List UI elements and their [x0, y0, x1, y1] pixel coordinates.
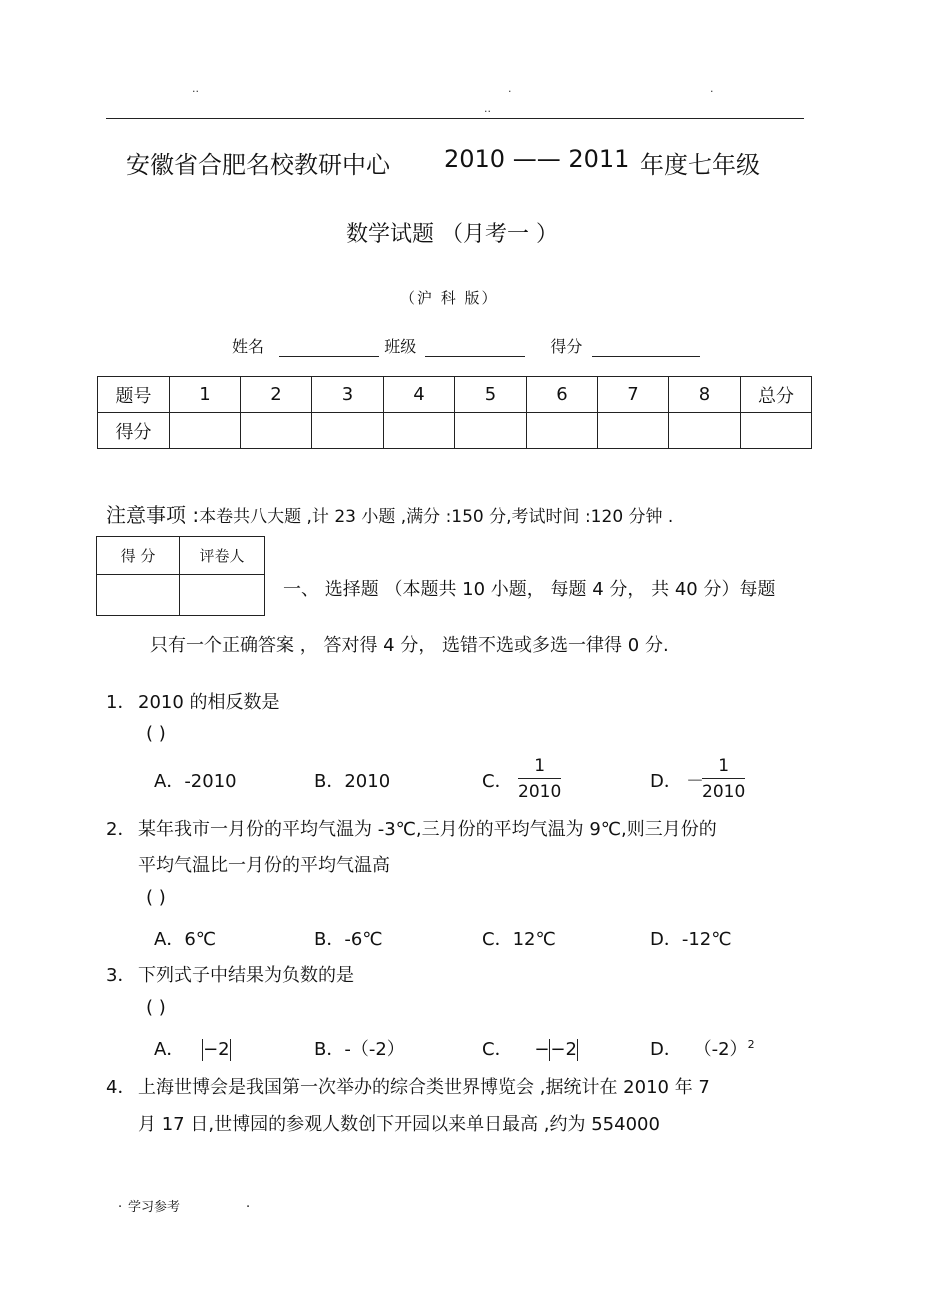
notice-text: 本卷共八大题 ,计 23 小题 ,满分 :150 分,考试时间 :120 分钟 . — [199, 507, 674, 527]
grader-name-label: 评卷人 — [180, 537, 265, 575]
q1-number: 1． — [106, 692, 136, 713]
q3-option-d-exponent: 2 — [747, 1038, 755, 1051]
score-table-header: 3 — [312, 377, 384, 413]
q3-option-d-expr: （-2） — [693, 1039, 748, 1060]
q3-option-b: B．-（-2） — [314, 1039, 405, 1060]
fraction-denominator: 2010 — [518, 782, 562, 802]
q2-answer-paren: ( ) — [146, 887, 166, 908]
header-mark: .. — [192, 82, 199, 95]
q2-option-a: A．6℃ — [154, 929, 216, 950]
student-info-line — [232, 334, 700, 357]
q3-option-d — [650, 1035, 755, 1061]
score-cell[interactable] — [312, 413, 384, 449]
q3-answer-paren: ( ) — [146, 997, 166, 1018]
score-table-header: 8 — [669, 377, 741, 413]
score-label: 得分 — [550, 337, 583, 356]
score-cell[interactable] — [384, 413, 455, 449]
q3-text: 下列式子中结果为负数的是 — [138, 965, 354, 986]
q2-text-line2: 平均气温比一月份的平均气温高 — [138, 855, 390, 876]
grader-score-label: 得 分 — [97, 537, 180, 575]
fraction-denominator: 2010 — [702, 782, 746, 802]
header-rule — [106, 118, 804, 119]
q2-option-b: B．-6℃ — [314, 929, 383, 950]
q4-number: 4． — [106, 1077, 136, 1098]
header-mark: . — [508, 82, 512, 95]
header-mark: .. — [484, 102, 491, 115]
score-row-label: 得分 — [98, 413, 170, 449]
grader-score-cell[interactable] — [97, 575, 180, 616]
q3-option-c-expr: −2 — [550, 1039, 577, 1060]
abs-bar-right — [230, 1039, 231, 1061]
q3-option-d-label: D． — [650, 1039, 682, 1060]
score-table-header: 6 — [527, 377, 598, 413]
edition-label: （沪 科 版） — [400, 289, 499, 307]
score-cell[interactable] — [598, 413, 669, 449]
q1-option-c-fraction — [518, 756, 561, 802]
title-year: 2010 —— 2011 — [444, 145, 630, 173]
score-table-header: 总分 — [741, 377, 812, 413]
name-field[interactable] — [279, 340, 379, 357]
footer-dot: . — [246, 1196, 251, 1211]
q1-option-d-sign: － — [686, 771, 704, 792]
class-label: 班级 — [384, 337, 417, 356]
notice-label: 注意事项 : — [106, 503, 200, 527]
section1-instructions: 只有一个正确答案 ， 答对得 4 分， 选错不选或多选一律得 0 分. — [150, 635, 669, 656]
score-cell[interactable] — [669, 413, 741, 449]
q1-option-b: B．2010 — [314, 771, 391, 792]
q2-number: 2． — [106, 819, 136, 840]
q1-text: 2010 的相反数是 — [138, 692, 280, 713]
class-field[interactable] — [425, 340, 525, 357]
grader-table — [96, 536, 265, 616]
score-cell[interactable] — [527, 413, 598, 449]
score-cell[interactable] — [170, 413, 241, 449]
score-table-header: 1 — [170, 377, 241, 413]
score-table — [97, 376, 812, 449]
fraction-numerator: 1 — [702, 756, 745, 779]
score-table-header: 5 — [455, 377, 527, 413]
page-title: 数学试题 （月考一 ） — [346, 222, 558, 247]
notice — [106, 499, 673, 528]
q3-option-a-expr: −2 — [203, 1039, 230, 1060]
footer-dot: . — [118, 1196, 123, 1211]
section1-heading: 一、 选择题 （本题共 10 小题， 每题 4 分， 共 40 分）每题 — [283, 579, 776, 600]
score-table-header: 题号 — [98, 377, 170, 413]
q1-answer-paren: ( ) — [146, 723, 166, 744]
abs-bar-right — [577, 1039, 578, 1061]
score-cell[interactable] — [455, 413, 527, 449]
q3-option-a-label: A． — [154, 1039, 185, 1060]
score-cell[interactable] — [241, 413, 312, 449]
q2-text-line1: 某年我市一月份的平均气温为 -3℃,三月份的平均气温为 9℃,则三月份的 — [138, 819, 717, 840]
q1-option-d-fraction — [702, 756, 745, 802]
name-label: 姓名 — [232, 337, 265, 356]
score-table-score-row — [98, 413, 812, 449]
q1-option-a: A．-2010 — [154, 771, 237, 792]
score-table-header: 2 — [241, 377, 312, 413]
score-table-header-row — [98, 377, 812, 413]
header-mark: . — [710, 82, 714, 95]
q1-option-c-label: C． — [482, 771, 513, 792]
q1-option-d-label: D． — [650, 771, 682, 792]
score-table-header: 7 — [598, 377, 669, 413]
q2-option-c: C．12℃ — [482, 929, 556, 950]
fraction-numerator: 1 — [518, 756, 561, 779]
title-org: 安徽省合肥名校教研中心 — [126, 151, 390, 179]
footer-label: 学习参考 — [128, 1200, 181, 1215]
q4-text-line2: 月 17 日,世博园的参观人数创下开园以来单日最高 ,约为 554000 — [138, 1114, 660, 1135]
q3-option-a — [154, 1035, 231, 1061]
q4-text-line1: 上海世博会是我国第一次举办的综合类世界博览会 ,据统计在 2010 年 7 — [138, 1077, 710, 1098]
q3-number: 3． — [106, 965, 136, 986]
score-cell[interactable] — [741, 413, 812, 449]
score-field[interactable] — [592, 340, 700, 357]
q3-option-c-sign: − — [534, 1039, 550, 1060]
grader-name-cell[interactable] — [180, 575, 265, 616]
title-grade: 年度七年级 — [640, 151, 760, 179]
q3-option-c-label: C． — [482, 1039, 513, 1060]
score-table-header: 4 — [384, 377, 455, 413]
q3-option-c — [482, 1035, 578, 1061]
q2-option-d: D．-12℃ — [650, 929, 732, 950]
